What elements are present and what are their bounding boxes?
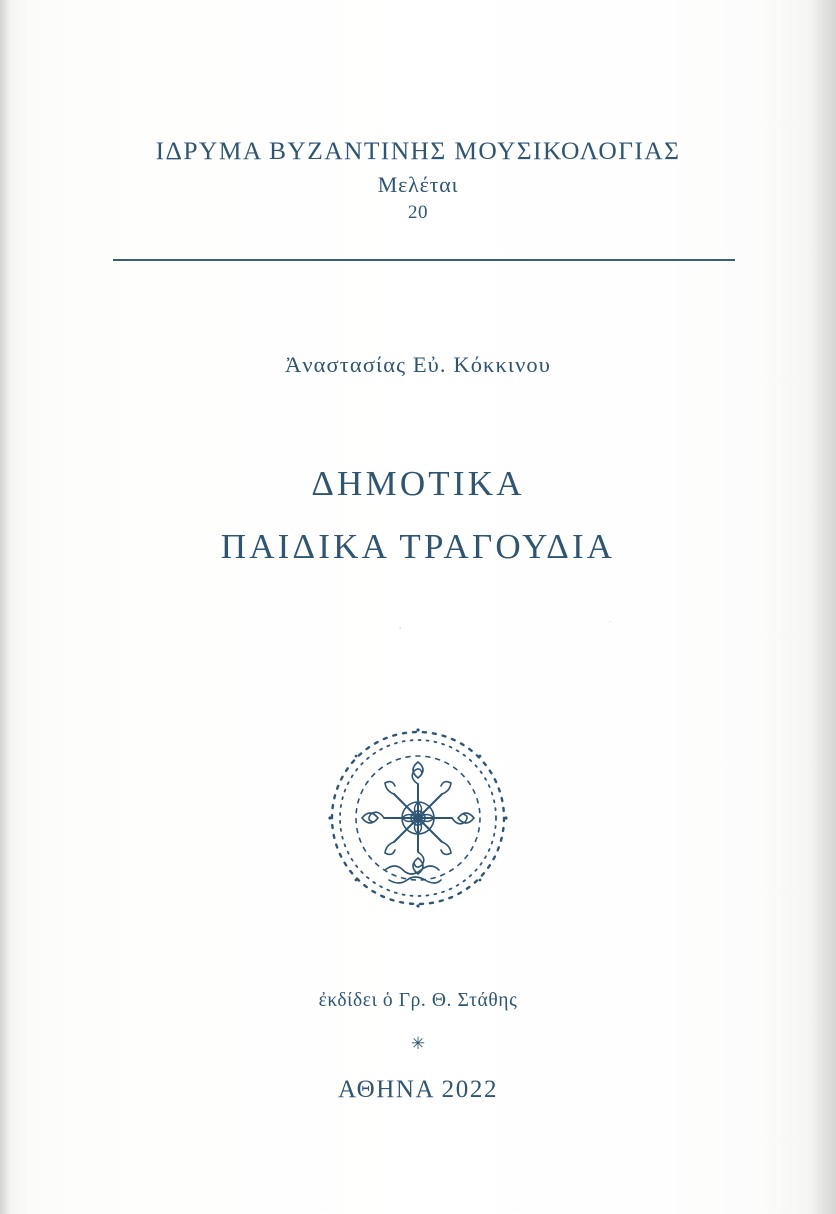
place-and-year: ΑΘΗΝΑ 2022	[337, 1076, 499, 1103]
series-block	[0, 136, 836, 224]
paper-speck: .	[609, 614, 612, 624]
asterisk-separator: ✳	[410, 1034, 426, 1053]
series-subtitle: Μελέται	[377, 172, 459, 198]
title-line-1: ΔΗΜΟΤΙΚΑ	[311, 464, 525, 503]
imprint-editor: ἐκδίδει ὁ Γρ. Θ. Στάθης	[318, 990, 518, 1011]
horizontal-rule	[113, 259, 735, 261]
author-name: Ἀναστασίας Εὐ. Κόκκινου	[285, 352, 551, 377]
page-title	[0, 463, 836, 568]
series-number: 20	[408, 202, 428, 224]
paper-speck: ,	[399, 620, 402, 630]
series-title: ΙΔΡΥΜΑ ΒΥΖΑΝΤΙΝΗΣ ΜΟΥΣΙΚΟΛΟΓΙΑΣ	[155, 136, 681, 165]
byzantine-rosette-emblem	[313, 718, 523, 918]
title-line-2: ΠΑΙΔΙΚΑ ΤΡΑΓΟΥΔΙΑ	[220, 527, 616, 566]
